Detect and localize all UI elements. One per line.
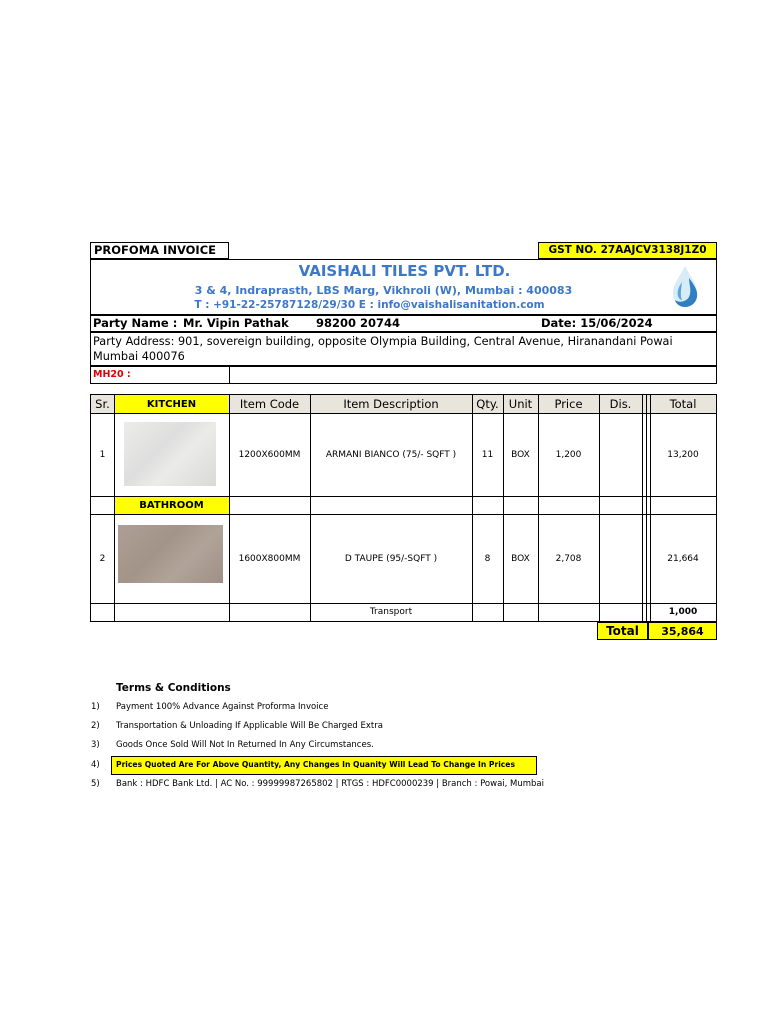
tile-image-d-taupe bbox=[118, 525, 223, 583]
company-address: 3 & 4, Indraprasth, LBS Marg, Vikhroli (W), Mumbai : 400083 bbox=[194, 284, 573, 297]
party-name-label: Party Name : bbox=[93, 316, 178, 330]
row-total: 13,200 bbox=[667, 449, 699, 460]
party-address-box bbox=[90, 332, 717, 366]
list-item bbox=[91, 740, 711, 754]
row-item-code: 1200X600MM bbox=[238, 449, 301, 460]
row-price: 2,708 bbox=[555, 553, 582, 564]
list-item bbox=[91, 702, 711, 716]
row-qty: 11 bbox=[481, 449, 494, 460]
terms-heading: Terms & Conditions bbox=[116, 682, 231, 694]
invoice-title: PROFOMA INVOICE bbox=[94, 243, 216, 257]
list-item bbox=[91, 756, 711, 776]
highlighted-term bbox=[111, 756, 537, 775]
party-name-row bbox=[90, 315, 717, 332]
list-item bbox=[91, 779, 711, 793]
row-description: D TAUPE (95/-SQFT ) bbox=[344, 553, 438, 564]
party-phone: 98200 20744 bbox=[316, 316, 401, 330]
party-name: Mr. Vipin Pathak bbox=[183, 316, 289, 330]
header-dis: Dis. bbox=[609, 397, 632, 411]
grand-total-label: Total bbox=[597, 622, 648, 640]
row-sr: 1 bbox=[99, 449, 106, 460]
section-bathroom: BATHROOM bbox=[139, 499, 204, 511]
term-number: 4) bbox=[91, 760, 100, 770]
term-text: Prices Quoted Are For Above Quantity, Any Changes In Quanity Will Lead To Change In Prices bbox=[116, 760, 515, 769]
term-number: 1) bbox=[91, 702, 100, 712]
header-section-kitchen: KITCHEN bbox=[146, 398, 197, 410]
invoice-date: Date: 15/06/2024 bbox=[541, 316, 653, 330]
term-number: 5) bbox=[91, 779, 100, 789]
list-item bbox=[91, 721, 711, 735]
row-unit: BOX bbox=[511, 449, 530, 460]
company-box bbox=[90, 259, 717, 315]
transport-total: 1,000 bbox=[668, 607, 698, 617]
items-table bbox=[90, 394, 717, 622]
term-text: Goods Once Sold Will Not In Returned In Any Circumstances. bbox=[116, 740, 374, 750]
tile-image-armani-bianco bbox=[124, 422, 216, 486]
water-drop-logo-icon bbox=[667, 264, 703, 310]
term-number: 2) bbox=[91, 721, 100, 731]
invoice-title-box bbox=[90, 242, 229, 259]
term-text: Payment 100% Advance Against Proforma Invoice bbox=[116, 702, 329, 712]
row-qty: 8 bbox=[484, 553, 491, 564]
transport-label: Transport bbox=[369, 607, 413, 617]
company-contact: T : +91-22-25787128/29/30 E : info@vaishalisanitation.com bbox=[194, 299, 545, 311]
header-item-description: Item Description bbox=[343, 397, 439, 411]
header-total: Total bbox=[669, 397, 697, 411]
row-total: 21,664 bbox=[667, 553, 699, 564]
gst-box bbox=[538, 242, 717, 259]
party-address-line1: Party Address: 901, sovereign building, opposite Olympia Building, Central Avenue, Hiranandani Powai bbox=[93, 335, 673, 348]
company-name: VAISHALI TILES PVT. LTD. bbox=[298, 262, 511, 280]
header-unit: Unit bbox=[508, 397, 533, 411]
row-description: ARMANI BIANCO (75/- SQFT ) bbox=[325, 449, 457, 460]
term-text: Bank : HDFC Bank Ltd. | AC No. : 99999987265802 | RTGS : HDFC0000239 | Branch : Powai, Mumbai bbox=[116, 779, 545, 789]
code-row bbox=[90, 366, 717, 384]
row-sr: 2 bbox=[99, 553, 106, 564]
row-price: 1,200 bbox=[555, 449, 582, 460]
grand-total-value: 35,864 bbox=[648, 622, 717, 640]
header-qty: Qty. bbox=[476, 397, 499, 411]
party-address-line2: Mumbai 400076 bbox=[93, 350, 185, 363]
row-unit: BOX bbox=[511, 553, 530, 564]
header-price: Price bbox=[554, 397, 583, 411]
header-sr: Sr. bbox=[95, 397, 110, 411]
term-text: Transportation & Unloading If Applicable Will Be Charged Extra bbox=[116, 721, 383, 731]
row-item-code: 1600X800MM bbox=[238, 553, 301, 564]
term-number: 3) bbox=[91, 740, 100, 750]
party-code: MH20 : bbox=[93, 369, 131, 380]
header-item-code: Item Code bbox=[239, 397, 300, 411]
gst-number: GST NO. 27AAJCV3138J1Z0 bbox=[548, 244, 707, 256]
